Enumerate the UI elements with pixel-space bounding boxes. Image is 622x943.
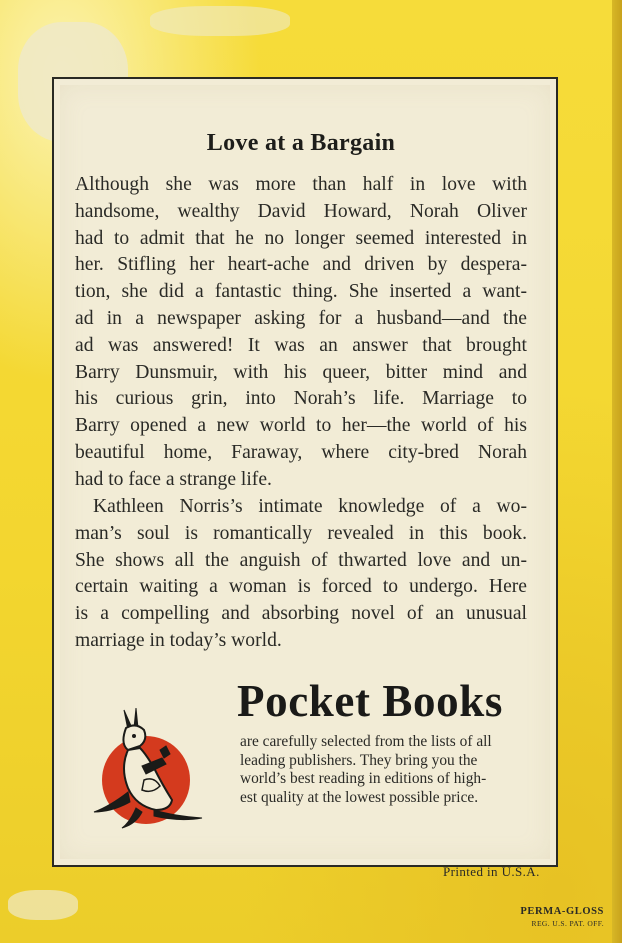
- text-line: his curious grin, into Norah’s life. Marriage to: [75, 388, 527, 410]
- text-line: beautiful home, Faraway, where city-bred Norah: [75, 441, 527, 463]
- text-line: her. Stifling her heart-ache and driven by despera-: [75, 254, 527, 276]
- trademark-label: REG. U.S. PAT. OFF.: [531, 919, 604, 928]
- description-paragraph-1: [75, 172, 527, 494]
- text-line: handsome, wealthy David Howard, Norah Oliver: [75, 200, 527, 222]
- text-line: man’s soul is romantically revealed in this book.: [75, 522, 527, 544]
- publisher-blurb: [240, 733, 535, 807]
- text-line: est quality at the lowest possible price.: [240, 788, 479, 806]
- text-line: Kathleen Norris’s intimate knowledge of a wo-: [93, 496, 527, 517]
- text-line: Barry Dunsmuir, with his queer, bitter mind and: [75, 361, 527, 383]
- publisher-name: Pocket Books: [237, 676, 503, 726]
- book-title: Love at a Bargain: [206, 130, 396, 156]
- cover-wear-mark: [8, 890, 78, 920]
- pocket-books-kangaroo-logo: [84, 688, 214, 838]
- printed-in-usa: Printed in U.S.A.: [443, 864, 540, 879]
- text-line: had to admit that he no longer seemed interested in: [75, 227, 527, 249]
- text-line: leading publishers. They bring you the: [240, 751, 478, 769]
- text-line: certain waiting a woman is forced to undergo. Here: [75, 576, 527, 598]
- cover-edge: [612, 0, 622, 943]
- perma-gloss-mark: [520, 906, 604, 928]
- cover-wear-mark: [150, 6, 290, 36]
- text-line: is a compelling and absorbing novel of an unusual: [75, 603, 527, 625]
- perma-gloss-label: PERMA-GLOSS: [520, 906, 604, 917]
- text-line: She shows all the anguish of thwarted love and un-: [75, 549, 527, 571]
- text-line: world’s best reading in editions of high-: [240, 770, 487, 788]
- text-line: ad was answered! It was an answer that brought: [75, 334, 527, 356]
- text-line: Although she was more than half in love with: [75, 174, 527, 195]
- text-line: had to face a strange life.: [75, 468, 272, 490]
- text-line: ad in a newspaper asking for a husband—and the: [75, 307, 527, 329]
- text-line: are carefully selected from the lists of all: [240, 733, 492, 750]
- text-line: marriage in today’s world.: [75, 629, 282, 651]
- text-line: tion, she did a fantastic thing. She inserted a want-: [75, 281, 527, 303]
- description-paragraph-2: [75, 494, 527, 655]
- text-line: Barry opened a new world to her—the world of his: [75, 415, 527, 437]
